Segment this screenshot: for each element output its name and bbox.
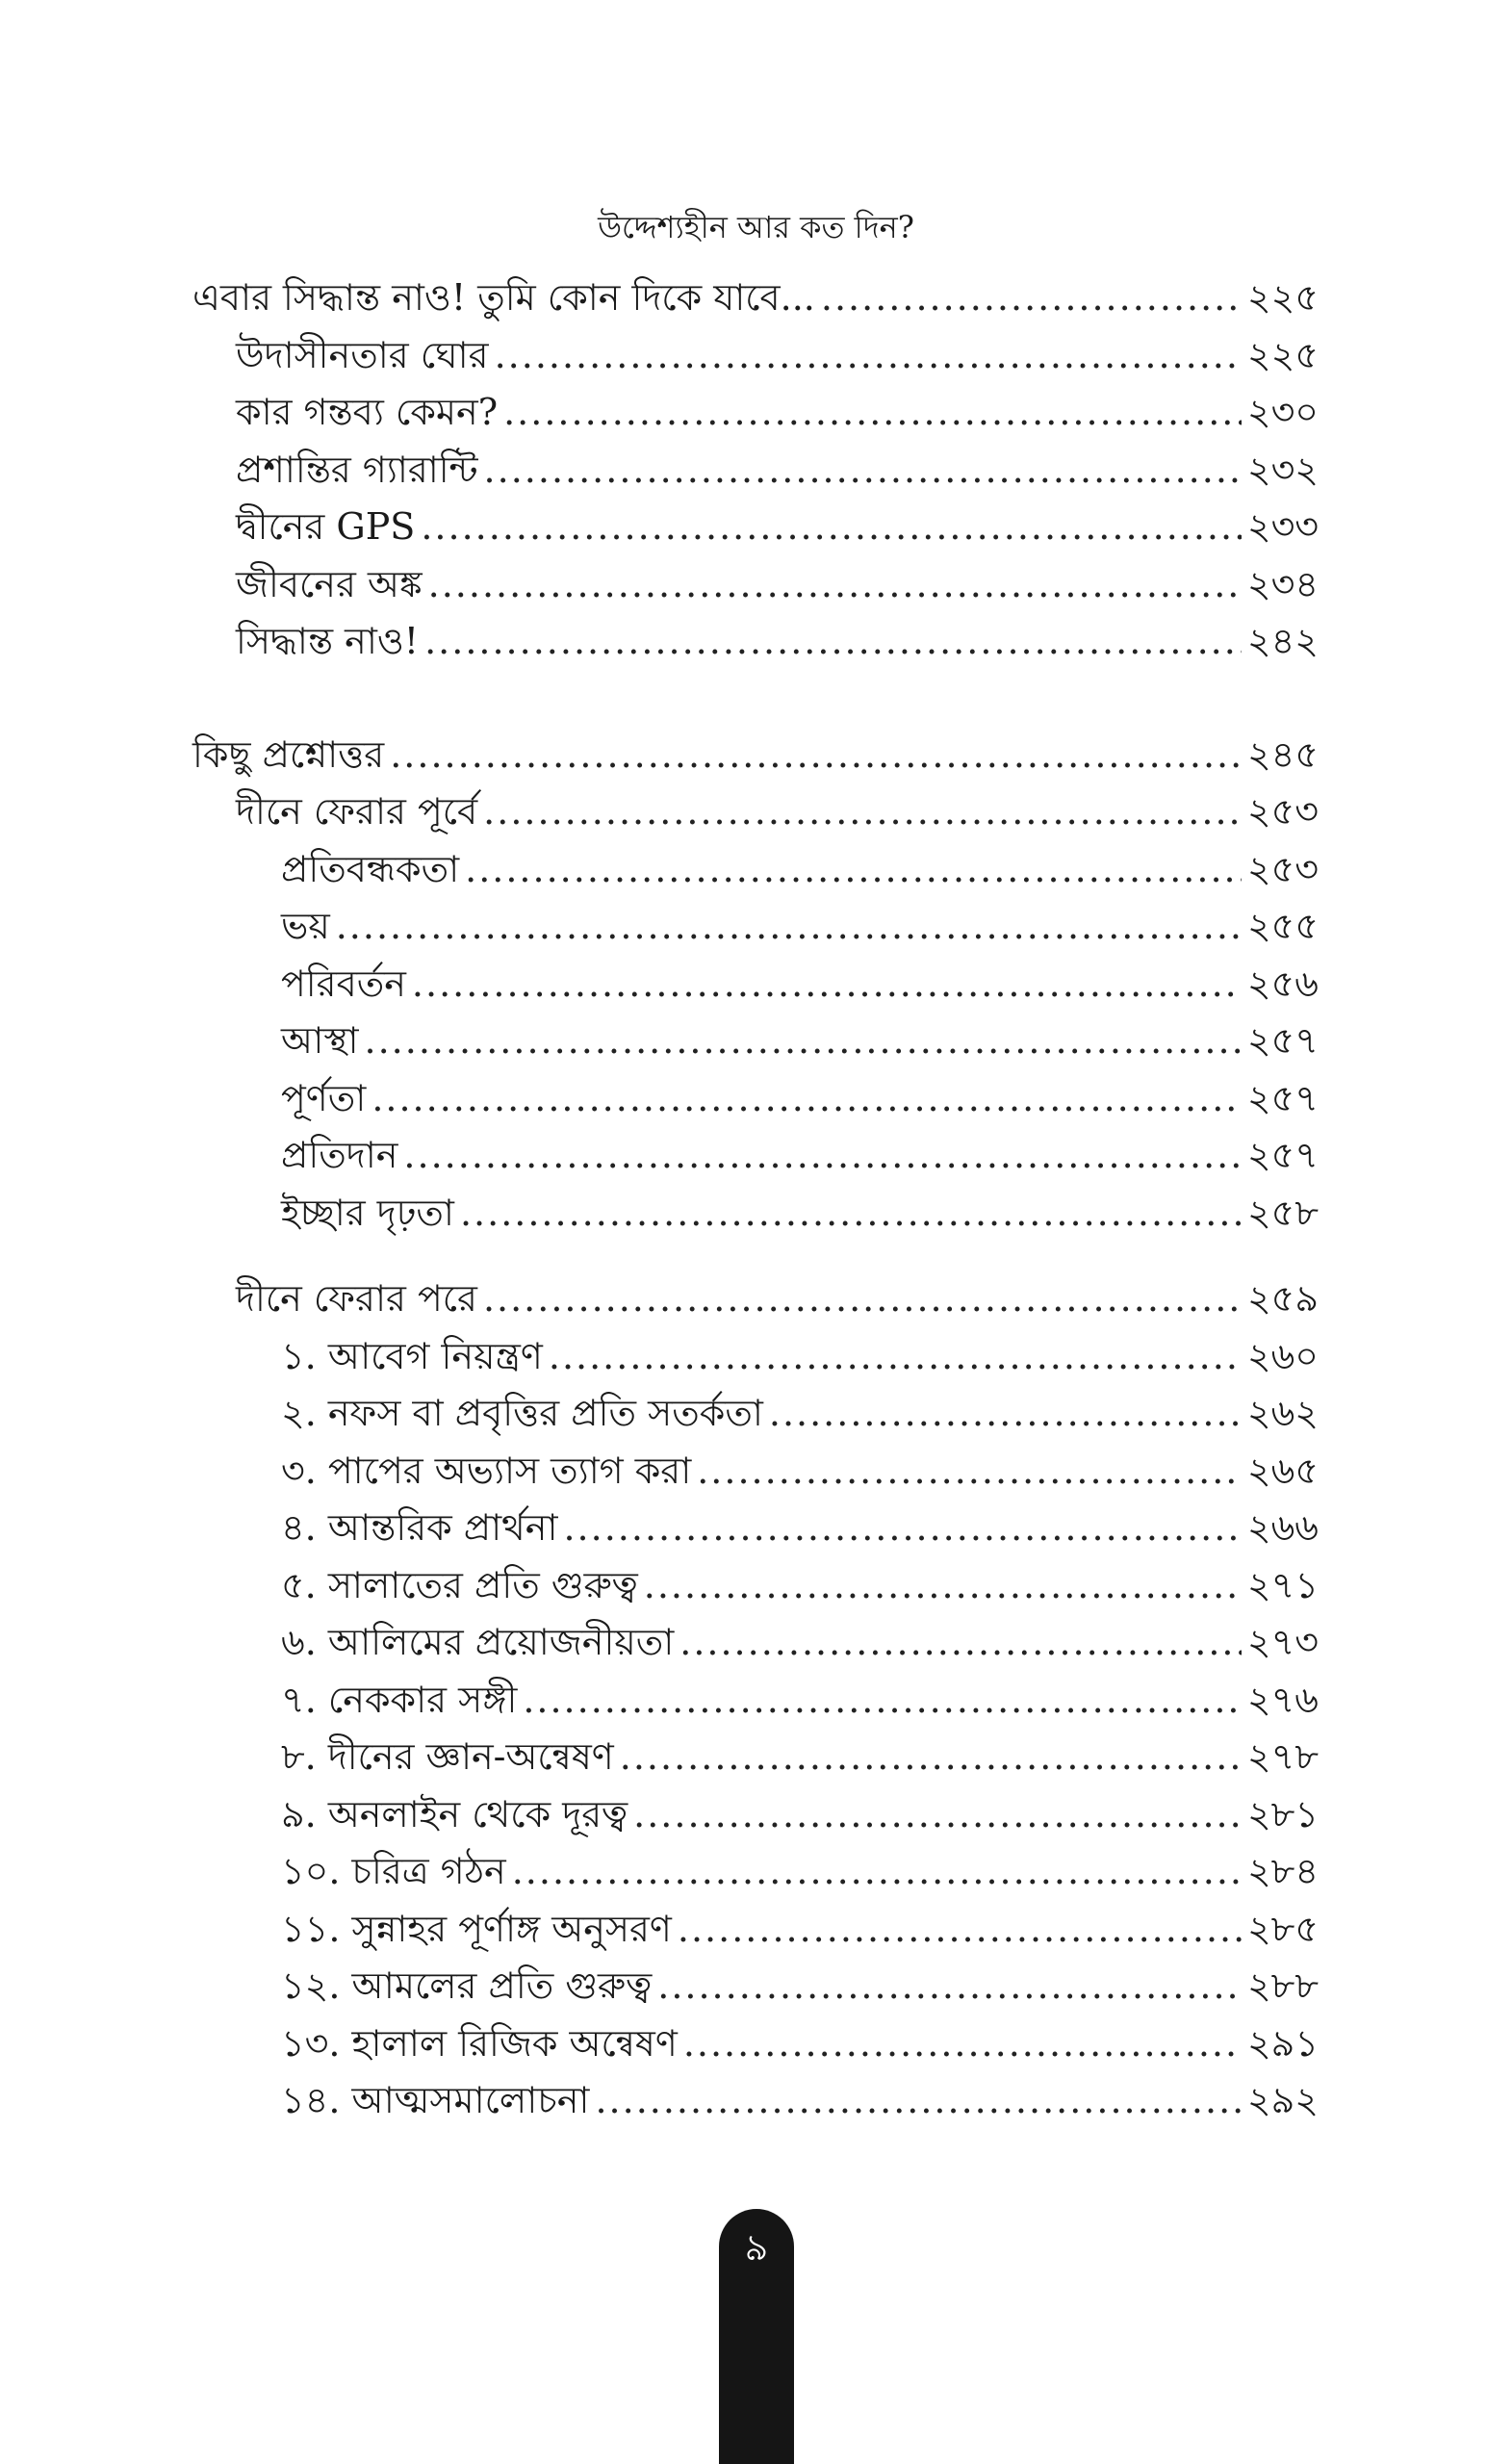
toc-entry-title: উদাসীনতার ঘোর <box>236 333 489 376</box>
toc-entry-page: ২৪২ <box>1246 620 1319 662</box>
toc-entry-title: কার গন্তব্য কেমন? <box>236 391 499 433</box>
running-head: উদ্দেশ্যহীন আর কত দিন? <box>598 209 914 245</box>
dot-leader <box>390 727 1242 784</box>
toc-entry-page: ২৬৫ <box>1246 1449 1319 1492</box>
toc-entry[interactable] <box>192 1127 1319 1185</box>
dot-leader <box>412 956 1242 1014</box>
dot-leader <box>495 327 1242 385</box>
toc-entry[interactable] <box>192 2015 1319 2073</box>
dot-leader <box>595 2072 1241 2130</box>
dot-leader <box>644 1557 1242 1615</box>
toc-entry[interactable] <box>192 841 1319 899</box>
toc-entry[interactable] <box>192 1786 1319 1844</box>
toc-entry[interactable] <box>192 1270 1319 1328</box>
toc-entry-title: ৯. অনলাইন থেকে দূরত্ব <box>281 1792 628 1835</box>
toc-entry-page: ২৭১ <box>1246 1563 1319 1606</box>
dot-leader <box>523 1672 1242 1730</box>
toc-entry[interactable] <box>192 1013 1319 1070</box>
dot-leader <box>549 1328 1242 1386</box>
toc-entry-page: ২৫৭ <box>1246 1019 1319 1062</box>
toc-entry-title: পরিবর্তন <box>281 962 406 1005</box>
toc-entry-title: ৭. নেককার সঙ্গী <box>281 1678 518 1721</box>
toc-entry-page: ২৫৮ <box>1246 1191 1319 1234</box>
toc-entry-page: ২২৫ <box>1246 333 1319 376</box>
toc-entry-page: ২৫৬ <box>1246 962 1319 1005</box>
dot-leader <box>336 898 1242 956</box>
toc-entry[interactable] <box>192 327 1319 385</box>
toc-entry-title: ১০. চরিত্র গঠন <box>281 1850 506 1892</box>
toc-entry[interactable] <box>192 1614 1319 1672</box>
toc-entry-page: ২৭৮ <box>1246 1735 1319 1778</box>
toc-entry[interactable] <box>192 1185 1319 1243</box>
dot-leader <box>460 1185 1242 1243</box>
toc-entry-page: ২৩৪ <box>1246 562 1319 605</box>
toc-entry-page: ২৩০ <box>1246 391 1319 433</box>
dot-leader <box>821 270 1242 327</box>
dot-leader <box>484 442 1242 500</box>
dot-leader <box>483 783 1242 841</box>
toc-entry-title: পূর্ণতা <box>281 1076 367 1119</box>
toc-entry-title: ইচ্ছার দৃঢ়তা <box>281 1191 454 1234</box>
toc-entry[interactable] <box>192 270 1319 327</box>
toc-entry-page: ২৭৬ <box>1246 1678 1319 1721</box>
toc-entry[interactable] <box>192 783 1319 841</box>
toc-entry-title: কিছু প্রশ্নোত্তর <box>192 732 385 776</box>
page-number: ৯ <box>744 2226 769 2269</box>
toc-entry[interactable] <box>192 1958 1319 2015</box>
dot-leader <box>483 1270 1242 1328</box>
dot-leader <box>633 1786 1242 1844</box>
toc-entry[interactable] <box>192 1843 1319 1901</box>
toc-entry-page: ২৪৫ <box>1246 732 1319 776</box>
toc-entry-page: ২৫৭ <box>1246 1134 1319 1176</box>
dot-leader <box>769 1385 1242 1443</box>
toc-entry[interactable] <box>192 898 1319 956</box>
dot-leader <box>428 556 1242 614</box>
toc-entry-title: দীনে ফেরার পরে <box>236 1277 477 1320</box>
toc-entry-title: ৬. আলিমের প্রয়োজনীয়তা <box>281 1621 675 1663</box>
toc-entry[interactable] <box>192 727 1319 784</box>
toc-entry[interactable] <box>192 499 1319 556</box>
dot-leader <box>683 2015 1242 2073</box>
dot-leader <box>512 1843 1242 1901</box>
toc-entry-page: ২৫৩ <box>1246 790 1319 833</box>
toc-entry[interactable] <box>192 1557 1319 1615</box>
toc-entry-title: ৫. সালাতের প্রতি গুরুত্ব <box>281 1563 638 1606</box>
toc-entry[interactable] <box>192 556 1319 614</box>
toc-entry[interactable] <box>192 613 1319 671</box>
dot-leader <box>657 1958 1242 2015</box>
toc-entry-page: ২২৫ <box>1246 276 1319 319</box>
toc-entry[interactable] <box>192 1328 1319 1386</box>
toc-entry-title: ৩. পাপের অভ্যাস ত্যাগ করা <box>281 1449 692 1492</box>
dot-leader <box>372 1070 1242 1128</box>
toc-entry-title: ৪. আন্তরিক প্রার্থনা <box>281 1506 558 1549</box>
toc-entry-title: ১৪. আত্মসমালোচনা <box>281 2079 590 2121</box>
toc-entry-page: ২৫৫ <box>1246 905 1319 947</box>
dot-leader <box>421 499 1242 556</box>
toc-entry[interactable] <box>192 1443 1319 1501</box>
toc-entry[interactable] <box>192 1500 1319 1557</box>
table-of-contents <box>192 270 1319 2130</box>
toc-entry-title: ভয় <box>281 905 330 947</box>
dot-leader <box>403 1127 1242 1185</box>
toc-entry-title: ৮. দীনের জ্ঞান-অন্বেষণ <box>281 1735 614 1778</box>
toc-entry-page: ২৩৩ <box>1246 505 1319 548</box>
toc-entry-page: ২৮৪ <box>1246 1850 1319 1892</box>
toc-entry-page: ২৩২ <box>1246 448 1319 491</box>
toc-entry-title: দ্বীনের GPS <box>236 505 416 548</box>
toc-entry-title: দীনে ফেরার পূর্বে <box>236 790 478 833</box>
toc-entry-title: জীবনের অঙ্ক <box>236 562 423 605</box>
dot-leader <box>503 384 1242 442</box>
toc-entry-title: ১৩. হালাল রিজিক অন্বেষণ <box>281 2021 678 2065</box>
toc-entry-page: ২৮১ <box>1246 1792 1319 1835</box>
dot-leader <box>679 1614 1242 1672</box>
toc-entry-page: ২৫৭ <box>1246 1076 1319 1119</box>
toc-entry[interactable] <box>192 956 1319 1014</box>
toc-entry-title: আস্থা <box>281 1019 359 1062</box>
toc-entry-page: ২৯১ <box>1246 2021 1319 2065</box>
toc-entry-title: প্রতিদান <box>281 1134 398 1176</box>
toc-entry[interactable] <box>192 442 1319 500</box>
dot-leader <box>697 1443 1242 1501</box>
toc-entry-page: ২৫৩ <box>1246 847 1319 890</box>
toc-entry[interactable] <box>192 384 1319 442</box>
toc-entry-page: ২৮৮ <box>1246 1964 1319 2007</box>
toc-entry-page: ২৯২ <box>1246 2079 1319 2121</box>
toc-entry-page: ২৬০ <box>1246 1334 1319 1377</box>
toc-entry[interactable] <box>192 1901 1319 1959</box>
toc-entry[interactable] <box>192 1672 1319 1730</box>
dot-leader <box>678 1901 1242 1959</box>
dot-leader <box>365 1013 1242 1070</box>
toc-entry-title: ১১. সুন্নাহর পূর্ণাঙ্গ অনুসরণ <box>281 1907 672 1950</box>
toc-entry-title: প্রতিবন্ধকতা <box>281 847 460 890</box>
toc-entry[interactable] <box>192 2072 1319 2130</box>
toc-entry[interactable] <box>192 1385 1319 1443</box>
dot-leader <box>563 1500 1241 1557</box>
toc-entry-page: ২৫৯ <box>1246 1277 1319 1320</box>
toc-entry-page: ২৮৫ <box>1246 1907 1319 1950</box>
toc-entry-page: ২৭৩ <box>1246 1621 1319 1663</box>
dot-leader <box>424 613 1242 671</box>
toc-entry-title: ১২. আমলের প্রতি গুরুত্ব <box>281 1964 653 2007</box>
dot-leader <box>465 841 1242 899</box>
toc-entry[interactable] <box>192 1729 1319 1786</box>
toc-entry-title: এবার সিদ্ধান্ত নাও! তুমি কোন দিকে যাবে... <box>192 276 815 319</box>
toc-entry[interactable] <box>192 1070 1319 1128</box>
page-number-tab <box>719 2209 794 2464</box>
toc-entry-page: ২৬২ <box>1246 1392 1319 1434</box>
toc-entry-title: ১. আবেগ নিয়ন্ত্রণ <box>281 1334 543 1377</box>
dot-leader <box>620 1729 1242 1786</box>
toc-entry-title: সিদ্ধান্ত নাও! <box>236 620 420 662</box>
toc-entry-page: ২৬৬ <box>1246 1506 1319 1549</box>
toc-entry-title: ২. নফস বা প্রবৃত্তির প্রতি সতর্কতা <box>281 1392 763 1434</box>
toc-entry-title: প্রশান্তির গ্যারান্টি <box>236 448 478 491</box>
